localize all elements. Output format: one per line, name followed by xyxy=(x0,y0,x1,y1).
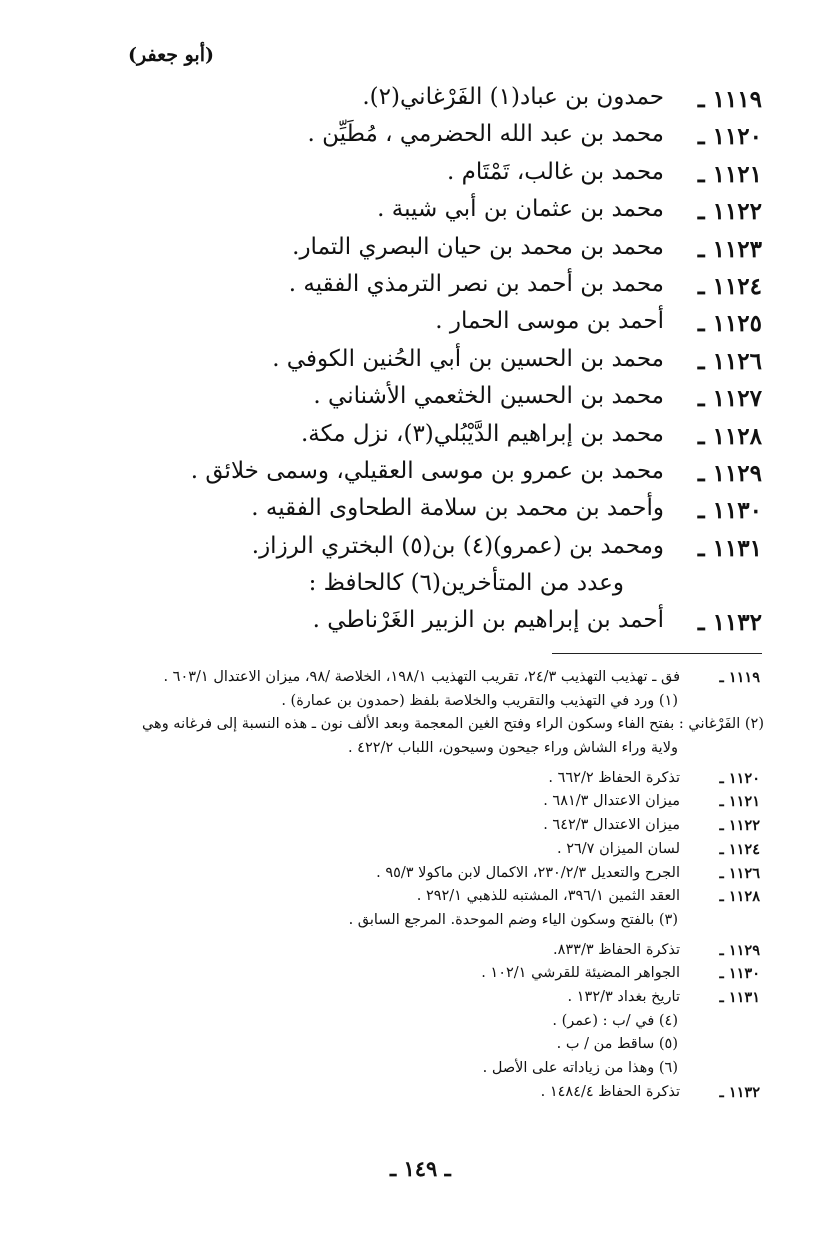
footnote-line xyxy=(0,1011,828,1035)
entry-text: وأحمد بن محمد بن سلامة الطحاوى الفقيه . xyxy=(251,495,664,522)
entry-1120 xyxy=(0,119,828,156)
footnote-line xyxy=(0,886,828,910)
entry-number: ١١٣٢ ـ xyxy=(697,609,762,637)
entry-number: ١١٣١ ـ xyxy=(697,534,762,562)
footnote-line xyxy=(0,863,828,887)
footnote-line xyxy=(0,1082,828,1106)
footnote-line xyxy=(0,987,828,1011)
entry-text: محمد بن عبد الله الحضرمي ، مُطَيِّن . xyxy=(307,121,664,148)
footnote-ref: ١١٢٢ ـ xyxy=(719,817,760,835)
footnote-line xyxy=(0,691,828,715)
entry-1132 xyxy=(0,605,828,642)
footnote-line xyxy=(0,839,828,863)
entry-text: أحمد بن إبراهيم بن الزبير الغَرْناطي . xyxy=(312,607,664,634)
footnote-text: الجرح والتعديل ٢٣٠/٢/٣، الاكمال لابن ماكولا ٩٥/٣ . xyxy=(376,864,680,881)
footnote-text: (٤) في /ب : (عمر) . xyxy=(552,1012,678,1029)
entry-number: ١١١٩ ـ xyxy=(697,86,762,113)
entry-1125 xyxy=(0,306,828,343)
footnote-ref: ١١٣٠ ـ xyxy=(719,965,760,983)
entry-text: محمد بن محمد بن حيان البصري التمار. xyxy=(292,233,664,260)
footnote-text: ميزان الاعتدال ٦٤٢/٣ . xyxy=(543,817,680,834)
entry-1124 xyxy=(0,269,828,306)
footnote-line xyxy=(0,667,828,691)
entry-1121 xyxy=(0,157,828,194)
entry-1131 xyxy=(0,531,828,568)
footnote-line xyxy=(0,940,828,964)
footnote-text: ميزان الاعتدال ٦٨١/٣ . xyxy=(543,793,680,810)
page-number: ـ ١٤٩ ـ xyxy=(390,1156,451,1181)
footnote-ref: ١١٢٠ ـ xyxy=(719,769,760,787)
entry-text: محمد بن غالب، تَمْتَام . xyxy=(447,158,664,185)
footnote-line xyxy=(0,791,828,815)
entry-text: محمد بن الحسين بن أبي الحُنين الكوفي . xyxy=(272,345,664,372)
footnote-ref: ١١٣١ ـ xyxy=(719,988,760,1006)
footnote-ref: ١١٢٩ ـ xyxy=(719,941,760,959)
entry-text: محمد بن إبراهيم الدَّيْبُلي(٣)، نزل مكة. xyxy=(300,420,664,447)
entry-1127 xyxy=(0,381,828,418)
entry-text: محمد بن أحمد بن نصر الترمذي الفقيه . xyxy=(288,270,664,297)
entry-text: محمد بن عثمان بن أبي شيبة . xyxy=(377,196,664,223)
entry-number: ١١٢٩ ـ xyxy=(697,459,762,487)
entry-1119 xyxy=(0,82,828,119)
entry-number: ١١٢٧ ـ xyxy=(697,385,762,413)
footnote-text: (٦) وهذا من زياداته على الأصل . xyxy=(482,1060,678,1076)
footnotes-list xyxy=(0,667,828,1105)
footnote-ref: ١١١٩ ـ xyxy=(719,669,760,686)
entry-text: محمد بن عمرو بن موسى العقيلي، وسمى خلائق . xyxy=(190,457,664,484)
entry-number: ١١٢٨ ـ xyxy=(697,422,762,450)
running-title: (أبو جعفر) xyxy=(128,44,214,66)
footnote-line xyxy=(0,738,828,762)
entry-number: ١١٢٢ ـ xyxy=(697,198,762,226)
entry-number: ١١٢٠ ـ xyxy=(697,123,762,151)
footnote-text: (٣) بالفتح وسكون الياء وضم الموحدة. المرجع السابق . xyxy=(348,911,678,928)
entry-number: ١١٢٦ ـ xyxy=(697,347,762,375)
entry-text: أحمد بن موسى الحمار . xyxy=(435,308,664,335)
entry-text: ومحمد بن (عمرو)(٤) بن(٥) البختري الرزاز. xyxy=(251,532,664,559)
footnote-text: الجواهر المضيئة للقرشي ١٠٢/١ . xyxy=(481,965,680,982)
footnote-ref: ١١٢٨ ـ xyxy=(719,888,760,906)
entry-1126 xyxy=(0,344,828,381)
footnote-line xyxy=(0,815,828,839)
entries-list xyxy=(0,82,828,643)
footnote-text: (٢) الفَرْغاني : بفتح الفاء وسكون الراء وفتح الغين المعجمة وبعد الألف نون ـ هذه النسبة إلى فرغانه وهي xyxy=(141,716,764,733)
footnote-text: (٥) ساقط من / ب . xyxy=(556,1036,678,1053)
entry-1129 xyxy=(0,456,828,493)
entry-text: حمدون بن عباد(١) الفَرْغاني(٢). xyxy=(362,84,664,110)
footnote-line xyxy=(0,1058,828,1082)
entry-number: ١١٢٥ ـ xyxy=(697,310,762,338)
footnote-ref: ١١٢٦ ـ xyxy=(719,864,760,882)
footnote-text: تذكرة الحفاظ ٨٣٣/٣. xyxy=(553,941,680,958)
footnote-line xyxy=(0,963,828,987)
entry-1128 xyxy=(0,419,828,456)
footnote-text: (١) ورد في التهذيب والتقريب والخلاصة بلفظ (حمدون بن عمارة) . xyxy=(281,692,678,709)
footnote-ref: ١١٣٢ ـ xyxy=(719,1083,760,1101)
footnote-text: فق ـ تهذيب التهذيب ٢٤/٣، تقريب التهذيب ١٩٨/١، الخلاصة /٩٨، ميزان الاعتدال ٦٠٣/١ . xyxy=(163,669,680,685)
footnote-text: العقد الثمين ٣٩٦/١، المشتبه للذهبي ٢٩٢/١ . xyxy=(416,888,680,905)
footnote-text: تاريخ بغداد ١٣٢/٣ . xyxy=(567,988,680,1005)
footnote-text: تذكرة الحفاظ ١٤٨٤/٤ . xyxy=(540,1083,680,1100)
footnote-ref: ١١٢٤ ـ xyxy=(719,840,760,858)
entry-text: محمد بن الحسين الخثعمي الأشناني . xyxy=(313,383,664,410)
footnote-text: تذكرة الحفاظ ٦٦٢/٢ . xyxy=(548,769,680,786)
entry-number: ١١٢٤ ـ xyxy=(697,272,762,300)
entry-number: ١١٢١ ـ xyxy=(697,160,762,188)
entry-text: وعدد من المتأخرين(٦) كالحافظ : xyxy=(308,570,624,597)
entry-1130 xyxy=(0,493,828,530)
entry-1123 xyxy=(0,232,828,269)
entry-continuation xyxy=(0,568,828,605)
footnote-line xyxy=(0,1034,828,1058)
entry-number: ١١٢٣ ـ xyxy=(697,235,762,263)
footnote-line xyxy=(0,768,828,792)
entry-number: ١١٣٠ ـ xyxy=(697,497,762,525)
footnote-ref: ١١٢١ ـ xyxy=(719,793,760,811)
footnote-line xyxy=(0,714,828,738)
footnote-text: ولاية وراء الشاش وراء جيحون وسيحون، اللباب ٤٢٢/٢ . xyxy=(347,740,678,757)
entry-1122 xyxy=(0,194,828,231)
footnote-text: لسان الميزان ٢٦/٧ . xyxy=(557,840,680,857)
footnote-divider xyxy=(552,653,762,654)
footnote-line xyxy=(0,910,828,934)
